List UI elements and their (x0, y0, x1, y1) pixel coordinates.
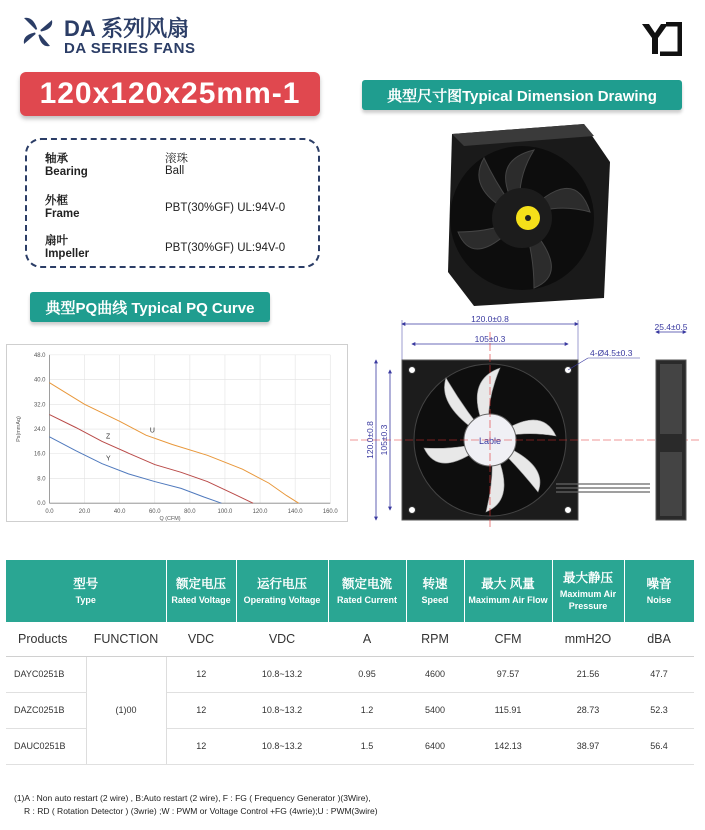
dimension-drawing-tag: 典型尺寸图Typical Dimension Drawing (362, 80, 682, 110)
x-tick-label: 100.0 (217, 509, 233, 516)
x-tick-label: 80.0 (184, 509, 196, 516)
depth-dimension: 25.4±0.5 (654, 322, 688, 332)
spec-label-cn: 外框 (45, 195, 68, 207)
series-label-y: Y (106, 455, 111, 463)
header-rated-voltage: 额定电压 Rated Voltage (166, 560, 236, 622)
unit-cell: Products (6, 622, 86, 656)
noise-cell: 52.3 (624, 692, 694, 728)
current-cell: 1.2 (328, 692, 406, 728)
hub-label: Lable (478, 436, 502, 446)
vdc-cell: 12 (166, 692, 236, 728)
fan-product-photo (444, 122, 612, 308)
rpm-cell: 6400 (406, 728, 464, 764)
spec-box (25, 138, 320, 268)
spec-row-frame (45, 192, 315, 220)
pressure-cell: 38.97 (552, 728, 624, 764)
spec-label-en: Bearing (45, 166, 88, 178)
fan-logo-icon (20, 14, 56, 50)
inner-width-dimension: 105±0.3 (474, 334, 506, 344)
table-row (6, 656, 694, 692)
header-max-pressure: 最大静压 Maximum Air Pressure (552, 560, 624, 622)
current-cell: 0.95 (328, 656, 406, 692)
footnote-line-1: (1)A : Non auto restart (2 wire) , B:Auto restart (2 wire), F : FG ( Frequency Generator )(3Wire), (14, 793, 371, 803)
y-tick-label: 0.0 (37, 501, 46, 508)
x-tick-label: 120.0 (252, 509, 268, 516)
y-tick-label: 48.0 (33, 352, 46, 359)
spec-table (6, 560, 695, 765)
spec-label-cn: 扇叶 (45, 235, 68, 247)
series-label-u: U (149, 427, 155, 435)
cfm-cell: 142.13 (464, 728, 552, 764)
x-tick-label: 20.0 (78, 509, 91, 516)
footnote-line-2: R : RD ( Rotation Detector ) (3wrie) ;W : PWM or Voltage Control +FG (4wrie);U : PWM(3wire) (24, 806, 378, 816)
table-units-row (6, 622, 694, 656)
rpm-cell: 4600 (406, 656, 464, 692)
product-cell: DAZC0251B (6, 692, 86, 728)
height-dimension: 120.0±0.8 (365, 421, 375, 459)
unit-cell: VDC (236, 622, 328, 656)
unit-cell: mmH2O (552, 622, 624, 656)
x-tick-label: 60.0 (148, 509, 161, 516)
unit-cell: A (328, 622, 406, 656)
spec-value: PBT(30%GF) UL:94V-0 (165, 202, 286, 214)
op-voltage-cell: 10.8~13.2 (236, 692, 328, 728)
spec-value-cn: 滚珠 (165, 153, 188, 165)
cfm-cell: 115.91 (464, 692, 552, 728)
y-tick-label: 8.0 (37, 476, 46, 483)
pq-curve-chart (6, 344, 348, 522)
product-cell: DAUC0251B (6, 728, 86, 764)
unit-cell: VDC (166, 622, 236, 656)
model-size-banner: 120x120x25mm-1 (20, 72, 320, 116)
x-axis-label: Q (CFM) (159, 516, 181, 522)
spec-row-impeller (45, 232, 315, 260)
function-cell: (1)00 (86, 656, 166, 764)
op-voltage-cell: 10.8~13.2 (236, 656, 328, 692)
pressure-cell: 28.73 (552, 692, 624, 728)
dimension-drawing (350, 312, 702, 532)
x-tick-label: 160.0 (322, 509, 338, 516)
header-noise: 噪音 Noise (624, 560, 694, 622)
noise-cell: 47.7 (624, 656, 694, 692)
product-cell: DAYC0251B (6, 656, 86, 692)
x-tick-label: 0.0 (45, 509, 54, 516)
unit-cell: CFM (464, 622, 552, 656)
pq-curve-tag: 典型PQ曲线 Typical PQ Curve (30, 292, 270, 322)
inner-height-dimension: 105±0.3 (379, 424, 389, 456)
spec-value: PBT(30%GF) UL:94V-0 (165, 242, 286, 254)
table-header-row (6, 560, 694, 622)
header-max-airflow: 最大 风量 Maximum Air Flow (464, 560, 552, 622)
vdc-cell: 12 (166, 656, 236, 692)
rpm-cell: 5400 (406, 692, 464, 728)
footnote (14, 792, 694, 818)
company-logo-icon (640, 22, 682, 56)
spec-row-bearing (45, 150, 315, 178)
spec-label-en: Impeller (45, 248, 90, 260)
brand-subtitle: DA SERIES FANS (64, 40, 196, 57)
header-type: 型号 Type (6, 560, 166, 622)
op-voltage-cell: 10.8~13.2 (236, 728, 328, 764)
holes-dimension: 4-Ø4.5±0.3 (590, 348, 633, 358)
unit-cell: RPM (406, 622, 464, 656)
header-rated-current: 额定电流 Rated Current (328, 560, 406, 622)
series-line-u (49, 383, 298, 504)
unit-cell: dBA (624, 622, 694, 656)
x-tick-label: 140.0 (287, 509, 303, 516)
y-tick-label: 16.0 (33, 451, 46, 458)
x-tick-label: 40.0 (113, 509, 126, 516)
pressure-cell: 21.56 (552, 656, 624, 692)
cfm-cell: 97.57 (464, 656, 552, 692)
width-dimension: 120.0±0.8 (471, 314, 509, 324)
y-tick-label: 24.0 (33, 427, 46, 434)
unit-cell: FUNCTION (86, 622, 166, 656)
series-label-z: Z (106, 433, 111, 441)
header-operating-voltage: 运行电压 Operating Voltage (236, 560, 328, 622)
y-axis-label: Ps(mmAq) (15, 416, 22, 442)
vdc-cell: 12 (166, 728, 236, 764)
spec-value: Ball (165, 165, 185, 177)
noise-cell: 56.4 (624, 728, 694, 764)
series-line-y (49, 437, 221, 503)
brand-title: DA 系列风扇 (64, 16, 190, 41)
current-cell: 1.5 (328, 728, 406, 764)
spec-label-cn: 轴承 (45, 153, 68, 165)
y-tick-label: 32.0 (33, 402, 46, 409)
spec-label-en: Frame (45, 208, 80, 220)
y-tick-label: 40.0 (33, 377, 46, 384)
header-speed: 转速 Speed (406, 560, 464, 622)
